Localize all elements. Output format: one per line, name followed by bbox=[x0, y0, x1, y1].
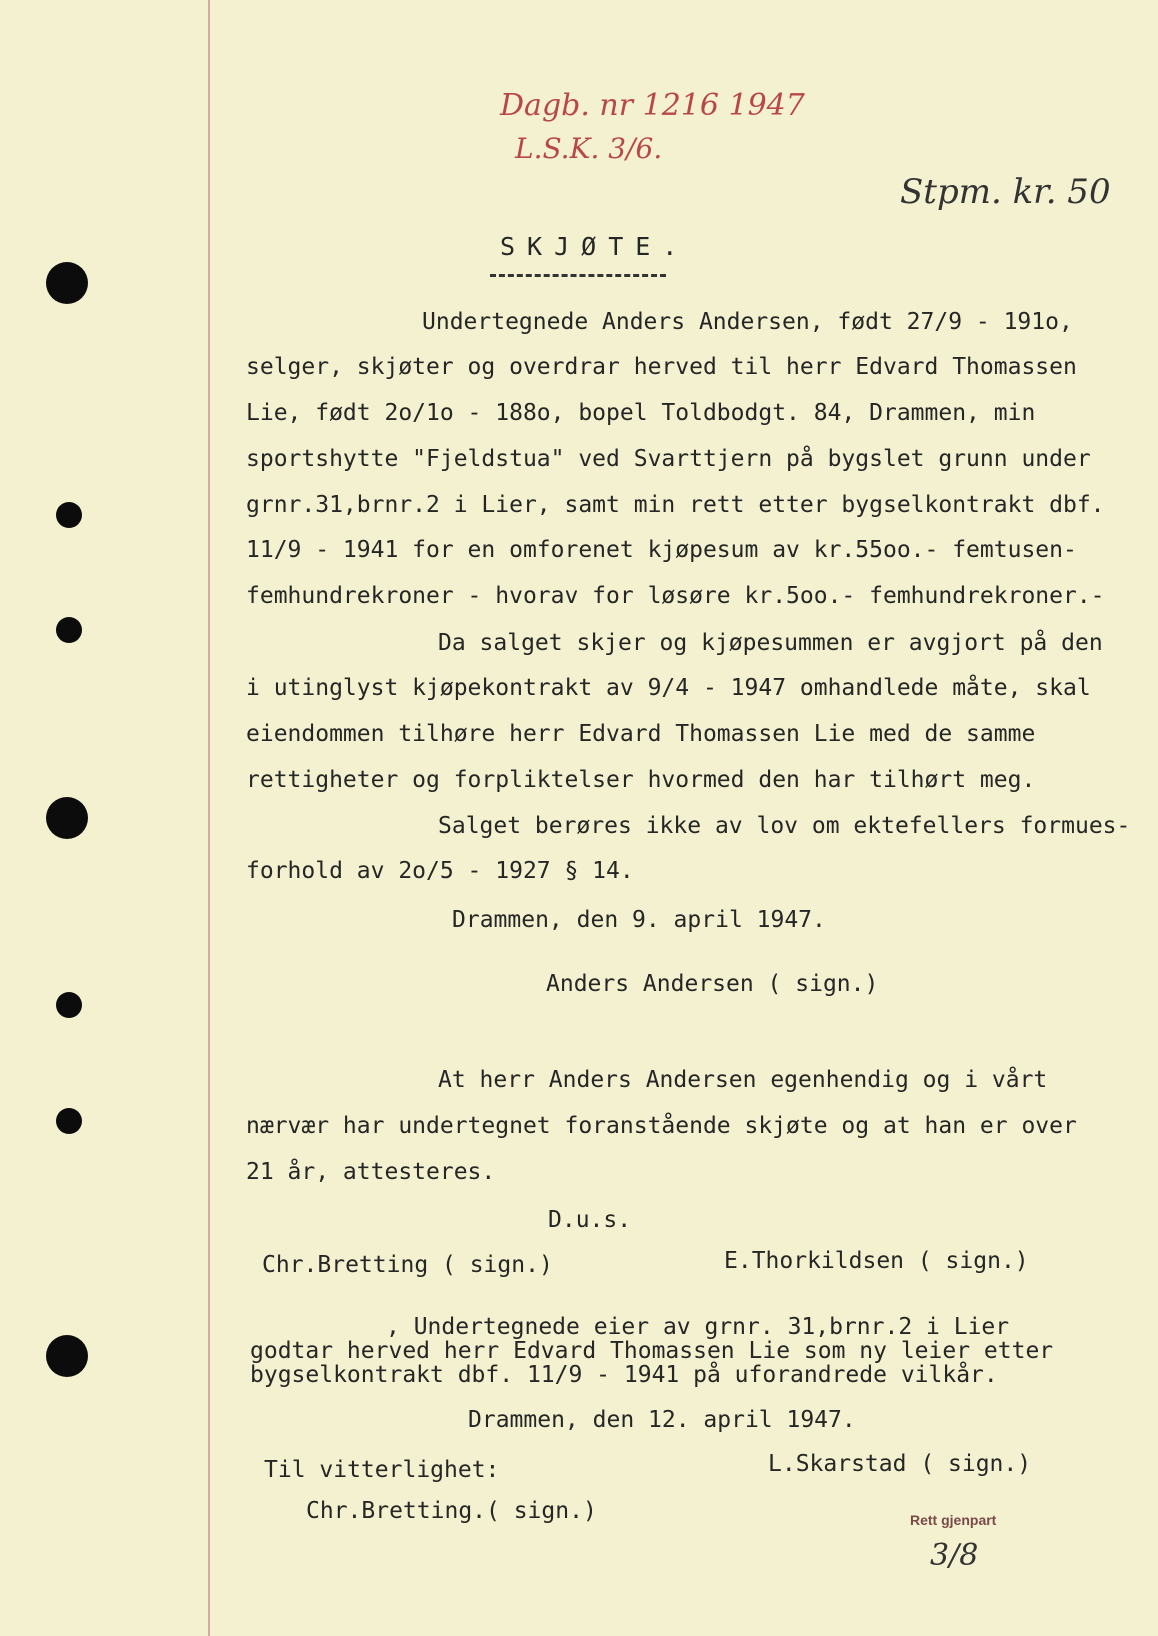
body-line: sportshytte "Fjeldstua" ved Svarttjern på bygslet grunn under bbox=[246, 446, 1091, 472]
fee-note: Stpm. kr. 50 bbox=[900, 172, 1111, 212]
punch-hole-4 bbox=[46, 797, 88, 839]
body-line: forhold av 2o/5 - 1927 § 14. bbox=[246, 858, 634, 884]
registry-office: L.S.K. 3/6. bbox=[515, 132, 663, 165]
body-line: Da salget skjer og kjøpesummen er avgjort på den bbox=[438, 630, 1103, 656]
attest-line: At herr Anders Andersen egenhendig og i vårt bbox=[438, 1067, 1048, 1093]
seller-signature: Anders Andersen ( sign.) bbox=[546, 971, 879, 997]
punch-hole-7 bbox=[46, 1335, 88, 1377]
body-line: Lie, født 2o/1o - 188o, bopel Toldbodgt. 84, Drammen, min bbox=[246, 400, 1036, 426]
witness-signature-2: E.Thorkildsen ( sign.) bbox=[724, 1248, 1029, 1274]
vitterlighet-label: Til vitterlighet: bbox=[264, 1457, 500, 1483]
stamp-date: 3/8 bbox=[930, 1538, 979, 1573]
document-title: SKJØTE. bbox=[500, 232, 690, 261]
witness-signature-1: Chr.Bretting ( sign.) bbox=[262, 1252, 553, 1278]
body-line: Salget berøres ikke av lov om ektefellers formues- bbox=[438, 813, 1131, 839]
punch-hole-5 bbox=[56, 992, 82, 1018]
punch-hole-1 bbox=[46, 262, 88, 304]
owner-consent-line: , Undertegnede eier av grnr. 31,brnr.2 i Lier bbox=[386, 1314, 1010, 1340]
owner-consent-line: godtar herved herr Edvard Thomassen Lie som ny leier etter bbox=[250, 1338, 1054, 1364]
witness-signature-3: Chr.Bretting.( sign.) bbox=[306, 1498, 597, 1524]
body-line: i utinglyst kjøpekontrakt av 9/4 - 1947 omhandlede måte, skal bbox=[246, 675, 1091, 701]
body-line: selger, skjøter og overdrar herved til herr Edvard Thomassen bbox=[246, 354, 1077, 380]
body-line: femhundrekroner - hvorav for løsøre kr.5oo.- femhundrekroner.- bbox=[246, 583, 1105, 609]
place-date: Drammen, den 12. april 1947. bbox=[468, 1407, 856, 1433]
body-line: grnr.31,brnr.2 i Lier, samt min rett etter bygselkontrakt dbf. bbox=[246, 492, 1105, 518]
owner-signature: L.Skarstad ( sign.) bbox=[768, 1451, 1032, 1477]
owner-consent-line: bygselkontrakt dbf. 11/9 - 1941 på uforandrede vilkår. bbox=[250, 1362, 998, 1388]
place-date: Drammen, den 9. april 1947. bbox=[452, 907, 826, 933]
attest-line: 21 år, attesteres. bbox=[246, 1159, 496, 1185]
registry-number: Dagb. nr 1216 1947 bbox=[500, 88, 805, 123]
title-underline bbox=[490, 274, 666, 277]
body-line: 11/9 - 1941 for en omforenet kjøpesum av kr.55oo.- femtusen- bbox=[246, 537, 1077, 563]
punch-hole-2 bbox=[56, 502, 82, 528]
margin-line bbox=[208, 0, 210, 1636]
body-line: eiendommen tilhøre herr Edvard Thomassen Lie med de samme bbox=[246, 721, 1036, 747]
attest-line: nærvær har undertegnet foranstående skjøte og at han er over bbox=[246, 1113, 1077, 1139]
dus-line: D.u.s. bbox=[548, 1207, 632, 1233]
copy-stamp: Rett gjenpart bbox=[910, 1512, 997, 1528]
punch-hole-6 bbox=[56, 1108, 82, 1134]
body-line: rettigheter og forpliktelser hvormed den har tilhørt meg. bbox=[246, 767, 1036, 793]
punch-hole-3 bbox=[56, 617, 82, 643]
body-line: Undertegnede Anders Andersen, født 27/9 - 191o, bbox=[422, 309, 1073, 335]
